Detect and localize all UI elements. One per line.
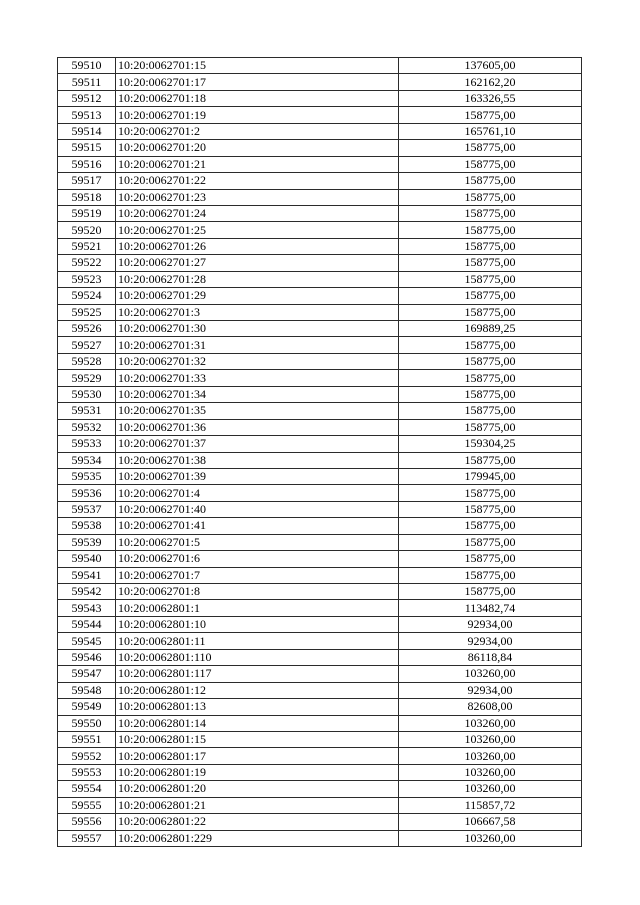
- row-number-cell: 59551: [58, 731, 116, 747]
- cadastral-code-cell: 10:20:0062701:26: [116, 238, 399, 254]
- table-row: [58, 189, 582, 205]
- value-cell: 158775,00: [399, 288, 582, 304]
- row-number-cell: 59537: [58, 501, 116, 517]
- row-number-cell: 59533: [58, 436, 116, 452]
- row-number-cell: 59527: [58, 337, 116, 353]
- value-cell: 86118,84: [399, 649, 582, 665]
- row-number-cell: 59512: [58, 90, 116, 106]
- cadastral-code-cell: 10:20:0062701:2: [116, 123, 399, 139]
- cadastral-code-cell: 10:20:0062701:23: [116, 189, 399, 205]
- table-row: [58, 468, 582, 484]
- value-cell: 158775,00: [399, 238, 582, 254]
- table-row: [58, 123, 582, 139]
- row-number-cell: 59526: [58, 321, 116, 337]
- table-row: [58, 567, 582, 583]
- row-number-cell: 59552: [58, 748, 116, 764]
- row-number-cell: 59525: [58, 304, 116, 320]
- table-row: [58, 140, 582, 156]
- cadastral-code-cell: 10:20:0062701:38: [116, 452, 399, 468]
- cadastral-code-cell: 10:20:0062701:27: [116, 255, 399, 271]
- table-row: [58, 238, 582, 254]
- row-number-cell: 59514: [58, 123, 116, 139]
- value-cell: 158775,00: [399, 452, 582, 468]
- value-cell: 106667,58: [399, 814, 582, 830]
- table-row: [58, 699, 582, 715]
- value-cell: 103260,00: [399, 715, 582, 731]
- table-row: [58, 271, 582, 287]
- table-row: [58, 682, 582, 698]
- row-number-cell: 59520: [58, 222, 116, 238]
- value-cell: 169889,25: [399, 321, 582, 337]
- cadastral-code-cell: 10:20:0062701:6: [116, 551, 399, 567]
- cadastral-code-cell: 10:20:0062701:21: [116, 156, 399, 172]
- cadastral-code-cell: 10:20:0062701:39: [116, 468, 399, 484]
- row-number-cell: 59556: [58, 814, 116, 830]
- cadastral-code-cell: 10:20:0062801:117: [116, 666, 399, 682]
- row-number-cell: 59538: [58, 518, 116, 534]
- row-number-cell: 59542: [58, 584, 116, 600]
- value-cell: 158775,00: [399, 255, 582, 271]
- row-number-cell: 59536: [58, 485, 116, 501]
- value-cell: 159304,25: [399, 436, 582, 452]
- cadastral-code-cell: 10:20:0062701:19: [116, 107, 399, 123]
- value-cell: 103260,00: [399, 731, 582, 747]
- table-row: [58, 403, 582, 419]
- row-number-cell: 59529: [58, 370, 116, 386]
- table-row: [58, 584, 582, 600]
- row-number-cell: 59524: [58, 288, 116, 304]
- table-row: [58, 304, 582, 320]
- row-number-cell: 59539: [58, 534, 116, 550]
- cadastral-code-cell: 10:20:0062701:17: [116, 74, 399, 90]
- table-row: [58, 58, 582, 74]
- value-cell: 103260,00: [399, 781, 582, 797]
- value-cell: 158775,00: [399, 304, 582, 320]
- row-number-cell: 59530: [58, 386, 116, 402]
- value-cell: 113482,74: [399, 600, 582, 616]
- value-cell: 158775,00: [399, 419, 582, 435]
- row-number-cell: 59541: [58, 567, 116, 583]
- cadastral-code-cell: 10:20:0062701:4: [116, 485, 399, 501]
- cadastral-code-cell: 10:20:0062701:32: [116, 353, 399, 369]
- cadastral-code-cell: 10:20:0062801:15: [116, 731, 399, 747]
- table-row: [58, 419, 582, 435]
- table-row: [58, 797, 582, 813]
- table-row: [58, 764, 582, 780]
- value-cell: 158775,00: [399, 156, 582, 172]
- table-row: [58, 90, 582, 106]
- value-cell: 115857,72: [399, 797, 582, 813]
- cadastral-code-cell: 10:20:0062801:21: [116, 797, 399, 813]
- row-number-cell: 59543: [58, 600, 116, 616]
- cadastral-code-cell: 10:20:0062701:7: [116, 567, 399, 583]
- row-number-cell: 59553: [58, 764, 116, 780]
- row-number-cell: 59511: [58, 74, 116, 90]
- row-number-cell: 59557: [58, 830, 116, 846]
- row-number-cell: 59522: [58, 255, 116, 271]
- data-table: [57, 57, 582, 847]
- cadastral-code-cell: 10:20:0062701:41: [116, 518, 399, 534]
- value-cell: 158775,00: [399, 567, 582, 583]
- cadastral-code-cell: 10:20:0062701:33: [116, 370, 399, 386]
- table-row: [58, 74, 582, 90]
- cadastral-code-cell: 10:20:0062801:229: [116, 830, 399, 846]
- cadastral-code-cell: 10:20:0062801:19: [116, 764, 399, 780]
- value-cell: 158775,00: [399, 271, 582, 287]
- cadastral-code-cell: 10:20:0062701:28: [116, 271, 399, 287]
- table-row: [58, 731, 582, 747]
- cadastral-code-cell: 10:20:0062701:18: [116, 90, 399, 106]
- row-number-cell: 59550: [58, 715, 116, 731]
- cadastral-code-cell: 10:20:0062701:5: [116, 534, 399, 550]
- table-row: [58, 649, 582, 665]
- cadastral-code-cell: 10:20:0062701:24: [116, 205, 399, 221]
- table-row: [58, 173, 582, 189]
- cadastral-code-cell: 10:20:0062701:40: [116, 501, 399, 517]
- value-cell: 158775,00: [399, 353, 582, 369]
- value-cell: 82608,00: [399, 699, 582, 715]
- table-row: [58, 321, 582, 337]
- row-number-cell: 59540: [58, 551, 116, 567]
- cadastral-code-cell: 10:20:0062701:35: [116, 403, 399, 419]
- table-row: [58, 814, 582, 830]
- value-cell: 179945,00: [399, 468, 582, 484]
- cadastral-code-cell: 10:20:0062801:17: [116, 748, 399, 764]
- table-row: [58, 551, 582, 567]
- table-row: [58, 452, 582, 468]
- table-row: [58, 781, 582, 797]
- table-row: [58, 353, 582, 369]
- row-number-cell: 59523: [58, 271, 116, 287]
- cadastral-code-cell: 10:20:0062701:25: [116, 222, 399, 238]
- cadastral-code-cell: 10:20:0062701:34: [116, 386, 399, 402]
- value-cell: 103260,00: [399, 666, 582, 682]
- cadastral-code-cell: 10:20:0062701:29: [116, 288, 399, 304]
- row-number-cell: 59534: [58, 452, 116, 468]
- cadastral-code-cell: 10:20:0062701:30: [116, 321, 399, 337]
- cadastral-code-cell: 10:20:0062801:1: [116, 600, 399, 616]
- value-cell: 158775,00: [399, 370, 582, 386]
- cadastral-code-cell: 10:20:0062701:20: [116, 140, 399, 156]
- table-row: [58, 156, 582, 172]
- table-row: [58, 255, 582, 271]
- row-number-cell: 59518: [58, 189, 116, 205]
- value-cell: 92934,00: [399, 616, 582, 632]
- row-number-cell: 59544: [58, 616, 116, 632]
- cadastral-code-cell: 10:20:0062701:8: [116, 584, 399, 600]
- value-cell: 103260,00: [399, 830, 582, 846]
- cadastral-code-cell: 10:20:0062801:13: [116, 699, 399, 715]
- value-cell: 158775,00: [399, 189, 582, 205]
- table-row: [58, 715, 582, 731]
- cadastral-code-cell: 10:20:0062801:110: [116, 649, 399, 665]
- table-row: [58, 288, 582, 304]
- value-cell: 158775,00: [399, 584, 582, 600]
- value-cell: 158775,00: [399, 551, 582, 567]
- row-number-cell: 59545: [58, 633, 116, 649]
- table-row: [58, 748, 582, 764]
- table-row: [58, 222, 582, 238]
- value-cell: 158775,00: [399, 534, 582, 550]
- row-number-cell: 59521: [58, 238, 116, 254]
- row-number-cell: 59519: [58, 205, 116, 221]
- value-cell: 165761,10: [399, 123, 582, 139]
- table-row: [58, 666, 582, 682]
- table-row: [58, 518, 582, 534]
- value-cell: 158775,00: [399, 107, 582, 123]
- value-cell: 103260,00: [399, 748, 582, 764]
- row-number-cell: 59517: [58, 173, 116, 189]
- row-number-cell: 59547: [58, 666, 116, 682]
- cadastral-code-cell: 10:20:0062801:11: [116, 633, 399, 649]
- row-number-cell: 59531: [58, 403, 116, 419]
- cadastral-code-cell: 10:20:0062701:3: [116, 304, 399, 320]
- value-cell: 92934,00: [399, 682, 582, 698]
- row-number-cell: 59513: [58, 107, 116, 123]
- table-row: [58, 485, 582, 501]
- table-row: [58, 616, 582, 632]
- cadastral-code-cell: 10:20:0062801:20: [116, 781, 399, 797]
- row-number-cell: 59532: [58, 419, 116, 435]
- cadastral-code-cell: 10:20:0062801:10: [116, 616, 399, 632]
- value-cell: 103260,00: [399, 764, 582, 780]
- cadastral-code-cell: 10:20:0062801:12: [116, 682, 399, 698]
- table-row: [58, 370, 582, 386]
- row-number-cell: 59554: [58, 781, 116, 797]
- table-row: [58, 205, 582, 221]
- value-cell: 158775,00: [399, 337, 582, 353]
- cadastral-code-cell: 10:20:0062701:31: [116, 337, 399, 353]
- value-cell: 158775,00: [399, 222, 582, 238]
- table-row: [58, 337, 582, 353]
- value-cell: 158775,00: [399, 485, 582, 501]
- row-number-cell: 59515: [58, 140, 116, 156]
- table-body: [58, 58, 582, 847]
- value-cell: 137605,00: [399, 58, 582, 74]
- cadastral-code-cell: 10:20:0062701:36: [116, 419, 399, 435]
- row-number-cell: 59535: [58, 468, 116, 484]
- row-number-cell: 59510: [58, 58, 116, 74]
- value-cell: 158775,00: [399, 403, 582, 419]
- cadastral-code-cell: 10:20:0062701:37: [116, 436, 399, 452]
- value-cell: 158775,00: [399, 518, 582, 534]
- value-cell: 92934,00: [399, 633, 582, 649]
- row-number-cell: 59516: [58, 156, 116, 172]
- value-cell: 158775,00: [399, 140, 582, 156]
- table-row: [58, 107, 582, 123]
- row-number-cell: 59555: [58, 797, 116, 813]
- cadastral-code-cell: 10:20:0062701:22: [116, 173, 399, 189]
- cadastral-code-cell: 10:20:0062701:15: [116, 58, 399, 74]
- row-number-cell: 59549: [58, 699, 116, 715]
- table-row: [58, 501, 582, 517]
- table-row: [58, 436, 582, 452]
- value-cell: 158775,00: [399, 386, 582, 402]
- cadastral-code-cell: 10:20:0062801:22: [116, 814, 399, 830]
- row-number-cell: 59548: [58, 682, 116, 698]
- row-number-cell: 59528: [58, 353, 116, 369]
- row-number-cell: 59546: [58, 649, 116, 665]
- table-row: [58, 830, 582, 846]
- table-row: [58, 386, 582, 402]
- value-cell: 158775,00: [399, 501, 582, 517]
- table-row: [58, 600, 582, 616]
- cadastral-code-cell: 10:20:0062801:14: [116, 715, 399, 731]
- value-cell: 158775,00: [399, 205, 582, 221]
- value-cell: 163326,55: [399, 90, 582, 106]
- table-row: [58, 534, 582, 550]
- table-row: [58, 633, 582, 649]
- value-cell: 158775,00: [399, 173, 582, 189]
- value-cell: 162162,20: [399, 74, 582, 90]
